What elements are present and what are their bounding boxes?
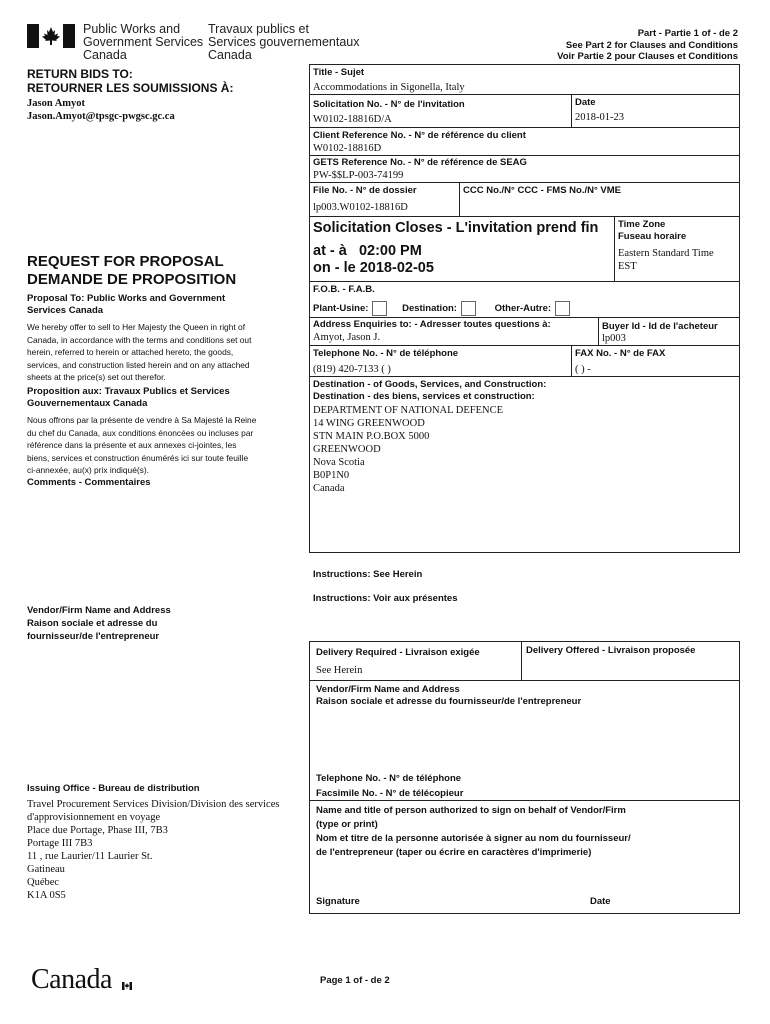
plant-checkbox[interactable] [372, 301, 387, 316]
delivery-required-value: See Herein [316, 665, 363, 676]
page-number: Page 1 of - de 2 [320, 975, 390, 986]
delivery-offered-field[interactable]: Delivery Offered - Livraison proposée [526, 645, 696, 656]
issuing-office-heading: Issuing Office - Bureau de distribution [27, 783, 200, 794]
buyer-id-field: Buyer Id - Id de l'acheteur lp003 [602, 321, 718, 344]
date-value: 2018-01-23 [575, 112, 624, 123]
return-bids-heading: RETURN BIDS TO: RETOURNER LES SOUMISSIONS À: [27, 67, 234, 95]
buyer-id-value: lp003 [602, 333, 626, 344]
signature-date-field[interactable]: Date [590, 896, 611, 907]
canada-wordmark: Canada [31, 965, 112, 995]
proposal-to-text: We hereby offer to sell to Her Majesty the Queen in right of Canada, in accordance with the terms and conditions set out herein, referred to herein or attached hereto, the goods, services, and construction listed herein and on any attached sheets at the price(s) set out therefor. [27, 322, 252, 382]
proposition-text: Nous offrons par la présente de vendre à Sa Majesté la Reine du chef du Canada, aux conditions énoncées ou incluses par référence dans la présente et aux annexes ci-jointes, les biens, services et construction énumérés ici sur toute feuille ci-annexée, au(x) prix indiqué(s). [27, 415, 257, 475]
contact-email: Jason.Amyot@tpsgc-pwgsc.gc.ca [27, 111, 175, 122]
client-reference-value: W0102-18816D [313, 143, 382, 154]
government-name-fr: Travaux publics et Services gouvernementaux Canada [208, 22, 360, 62]
proposition-heading: Proposition aux: Travaux Publics et Services Gouvernementaux Canada [27, 386, 230, 409]
closing-date: on - le 2018-02-05 [313, 260, 434, 276]
vendor-contact-field[interactable]: Telephone No. - N° de téléphone Facsimile No. - N° de télécopieur [316, 773, 464, 799]
gets-reference-value: PW-$$LP-003-74199 [313, 170, 404, 181]
telephone-field: Telephone No. - N° de téléphone (819) 420-7133 ( ) [313, 348, 459, 375]
comments-label: Comments - Commentaires [27, 477, 151, 488]
closing-date-value: 2018-02-05 [359, 260, 434, 276]
government-name-en: Public Works and Government Services Canada [83, 22, 204, 62]
solicitation-no-field: Solicitation No. - N° de l'invitation W0102-18816D/A [313, 99, 465, 125]
vendor-heading-left: Vendor/Firm Name and Address Raison sociale et adresse du fournisseur/de l'entrepreneur [27, 605, 171, 642]
closing-time: at - à 02:00 PM [313, 243, 422, 259]
contact-info [27, 97, 175, 123]
contact-name: Jason Amyot [27, 98, 86, 109]
proposition-block [27, 386, 259, 477]
authorized-signer-field[interactable]: Name and title of person authorized to sign on behalf of Vendor/Firm (type or print) Nom et titre de la personne autorisée à signer au nom du fournisseur/ de l'entrepreneur (taper ou écrire en caractères d'imprimerie) [316, 805, 631, 858]
closing-time-value: 02:00 PM [358, 243, 422, 259]
gets-reference-field: GETS Reference No. - N° de référence de SEAG PW-$$LP-003-74199 [313, 157, 527, 181]
solicitation-no-value: W0102-18816D/A [313, 114, 392, 125]
ccc-no-field: CCC No./N° CCC - FMS No./N° VME [463, 185, 622, 196]
destination-address: DEPARTMENT OF NATIONAL DEFENCE 14 WING GREENWOOD STN MAIN P.O.BOX 5000 GREENWOOD Nova Scotia B0P1N0 Canada [313, 405, 504, 494]
vendor-name-address-field[interactable]: Vendor/Firm Name and Address Raison sociale et adresse du fournisseur/de l'entrepreneur [316, 684, 582, 707]
title-field: Title - Sujet Accommodations in Sigonella, Italy [313, 67, 465, 93]
proposal-to-block [27, 293, 259, 384]
signature-field[interactable]: Signature [316, 896, 360, 907]
proposal-to-heading: Proposal To: Public Works and Government Services Canada [27, 293, 226, 316]
telephone-value: (819) 420-7133 ( ) [313, 364, 391, 375]
title-value: Accommodations in Sigonella, Italy [313, 82, 465, 93]
issuing-office-address: Travel Procurement Services Division/Division des services d'approvisionnement en voyage Place due Portage, Phase III, 7B3 Portage III 7B3 11 , rue Laurier/11 Laurier St. Gatineau Québec K1A 0S5 [27, 799, 280, 901]
rfp-title: REQUEST FOR PROPOSAL DEMANDE DE PROPOSITION [27, 253, 237, 288]
instructions-en: Instructions: See Herein [313, 569, 423, 580]
fax-field: FAX No. - N° de FAX ( ) - [575, 348, 666, 375]
time-zone-field: Time Zone Fuseau horaire Eastern Standard Time EST [618, 219, 714, 272]
solicitation-closes-label: Solicitation Closes - L'invitation prend fin [313, 220, 599, 236]
address-enquiries-value: Amyot, Jason J. [313, 332, 381, 343]
wordmark-flag-icon [122, 967, 132, 975]
destination-field: Destination - of Goods, Services, and Construction: Destination - des biens, services et construction: DEPARTMENT OF NATIONAL DEFENCE 14 WING GREENWOOD STN MAIN P.O.BOX 5000 GREENWOOD Nova Scotia B0P1N0 Canada [313, 379, 547, 494]
canada-flag-logo [27, 24, 75, 48]
fax-value: ( ) - [575, 364, 591, 375]
file-no-value: lp003.W0102-18816D [313, 202, 408, 213]
fob-field: F.O.B. - F.A.B. Plant-Usine: Destination: Other-Autre: [313, 284, 576, 316]
date-field: Date 2018-01-23 [575, 97, 624, 123]
destination-checkbox[interactable] [461, 301, 476, 316]
client-reference-field: Client Reference No. - N° de référence du client W0102-18816D [313, 130, 526, 154]
other-checkbox[interactable] [555, 301, 570, 316]
part-indicator: Part - Partie 1 of - de 2 See Part 2 for Clauses and Conditions Voir Partie 2 pour Clauses et Conditions [557, 28, 738, 62]
address-enquiries-field: Address Enquiries to: - Adresser toutes questions à: Amyot, Jason J. [313, 319, 551, 343]
file-no-field: File No. - N° de dossier lp003.W0102-18816D [313, 185, 417, 213]
instructions-fr: Instructions: Voir aux présentes [313, 593, 458, 604]
delivery-required-field: Delivery Required - Livraison exigée See Herein [316, 647, 480, 676]
